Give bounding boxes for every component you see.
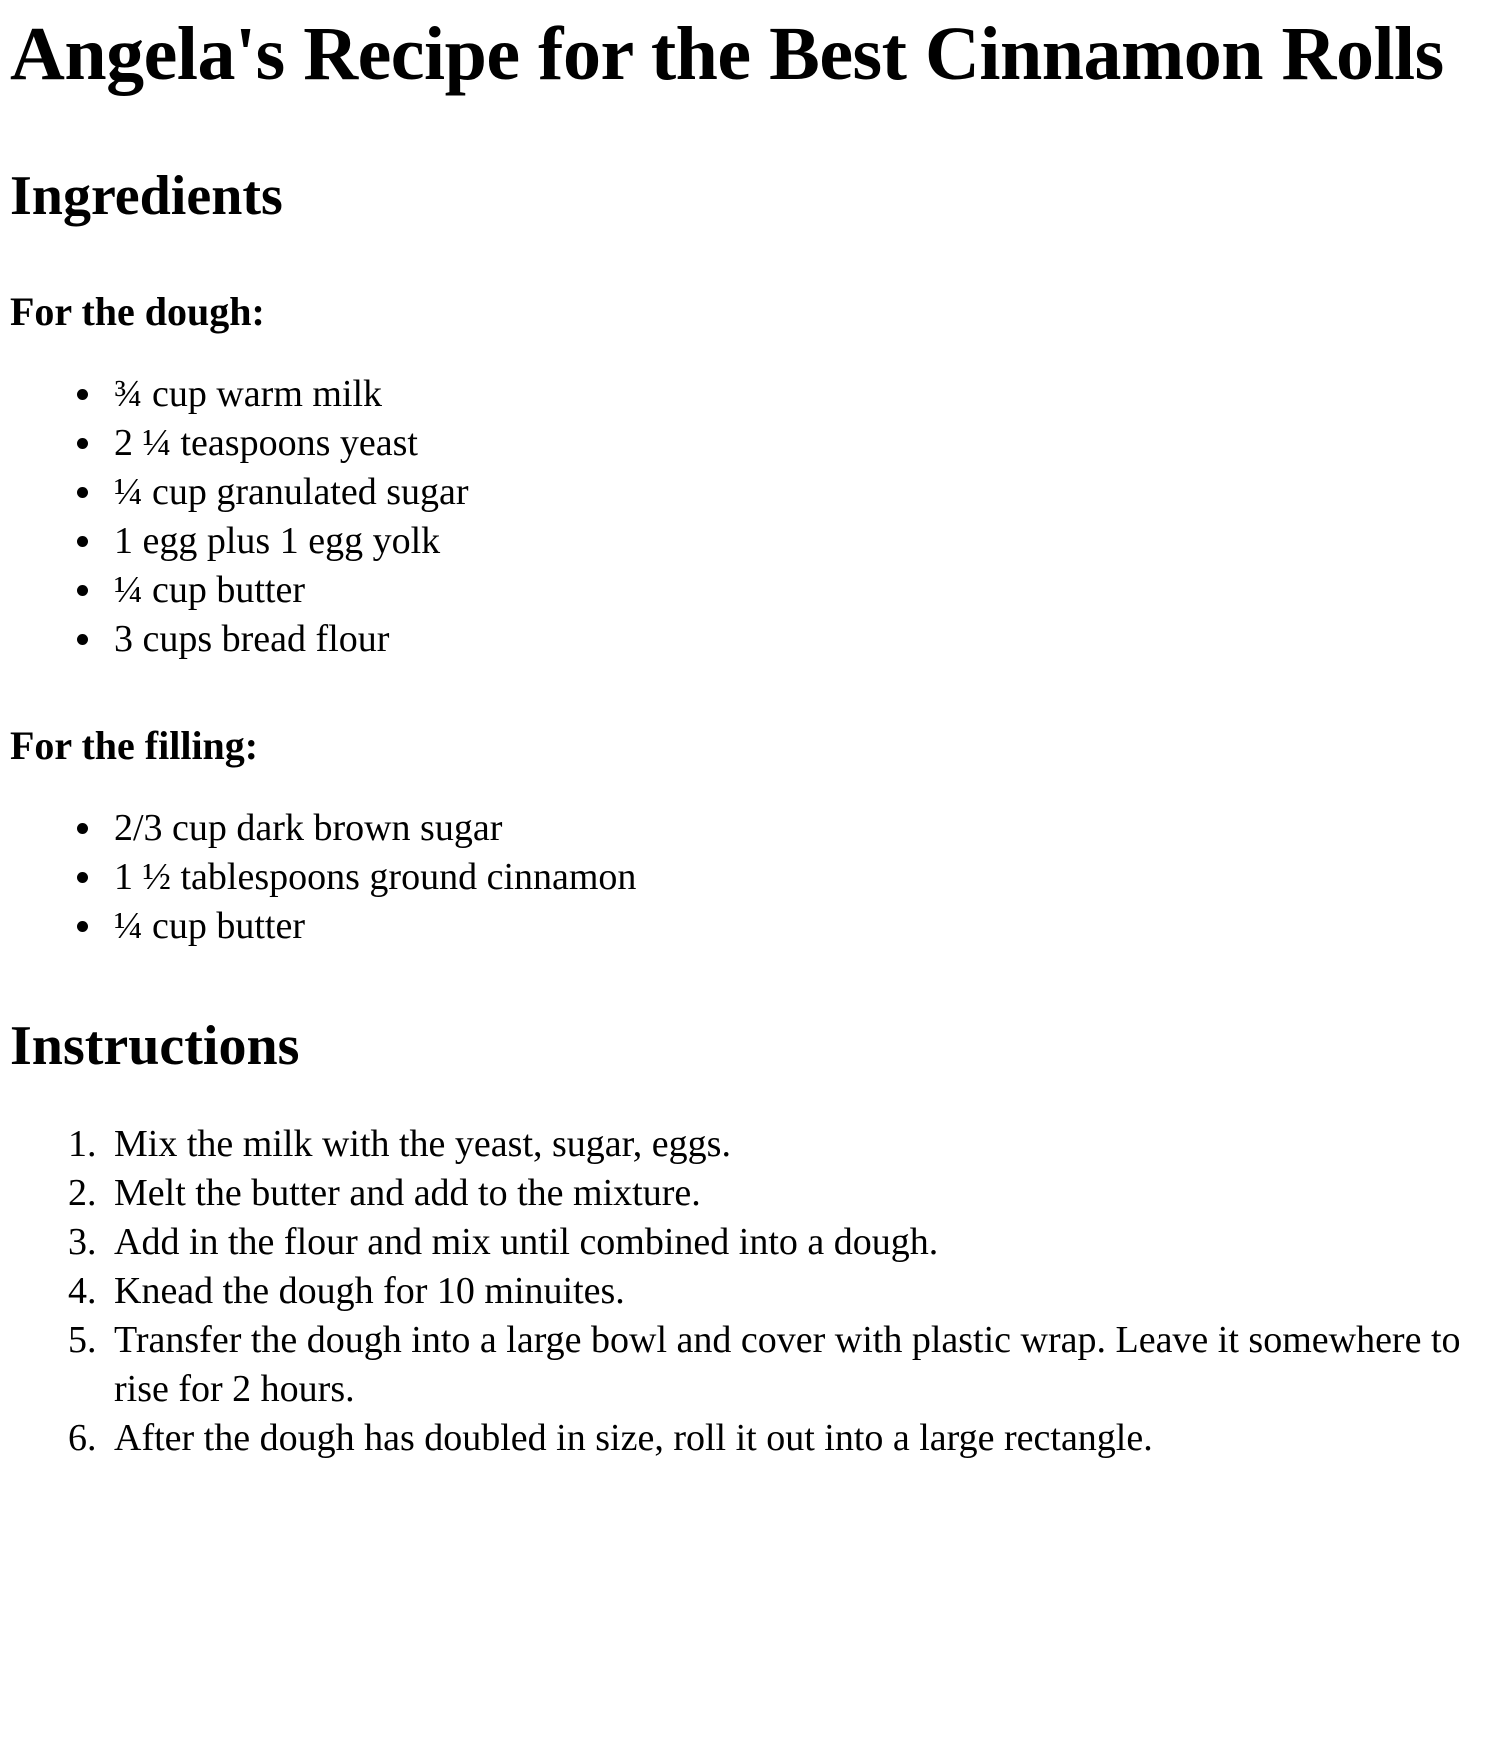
list-item: 1. Mix the milk with the yeast, sugar, eggs. (106, 1120, 1494, 1169)
list-item: 3. Add in the flour and mix until combined into a dough. (106, 1218, 1494, 1267)
list-item: • 1 ½ tablespoons ground cinnamon (106, 853, 1494, 902)
filling-ingredient-list (10, 804, 1494, 951)
instructions-heading: Instructions (10, 1015, 300, 1078)
list-item: • 3 cups bread flour (106, 615, 1494, 664)
list-item: 4. Knead the dough for 10 minuites. (106, 1267, 1494, 1316)
list-item: • ¼ cup granulated sugar (106, 468, 1494, 517)
list-item: • 1 egg plus 1 egg yolk (106, 517, 1494, 566)
dough-subheading: For the dough: (10, 288, 265, 334)
instruction-list (10, 1120, 1494, 1463)
list-item: • 2/3 cup dark brown sugar (106, 804, 1494, 853)
dough-ingredient-list (10, 370, 1494, 664)
filling-subheading: For the filling: (10, 723, 259, 768)
list-item: • 2 ¼ teaspoons yeast (106, 419, 1494, 468)
list-item: 2. Melt the butter and add to the mixture. (106, 1169, 1494, 1218)
list-item: • ¼ cup butter (106, 902, 1494, 951)
document-page (0, 8, 1504, 1463)
list-item: • ¾ cup warm milk (106, 370, 1494, 419)
ingredients-heading: Ingredients (10, 164, 283, 227)
list-item: 5. Transfer the dough into a large bowl and cover with plastic wrap. Leave it somewhere to rise for 2 hours. (106, 1316, 1494, 1414)
list-item: • ¼ cup butter (106, 566, 1494, 615)
list-item: 6. After the dough has doubled in size, roll it out into a large rectangle. (106, 1414, 1494, 1463)
page-title: Angela's Recipe for the Best Cinnamon Rolls (10, 12, 1444, 96)
